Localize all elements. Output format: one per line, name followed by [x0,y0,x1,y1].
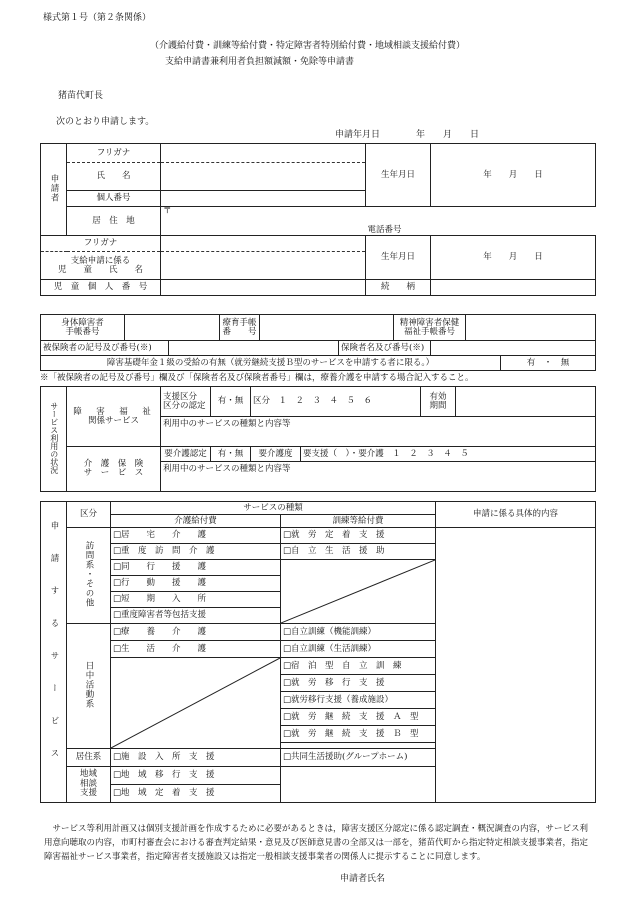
signature-label: 申請者氏名 [340,874,386,884]
training-consult-blank [281,767,436,803]
support-cert-label-line1: 支援区分 [163,391,198,402]
child-mynumber-field[interactable] [161,280,366,296]
welfare-service-label-line2: 関係サービス [87,415,139,426]
care-insurance-label-line2: サ ー ビ ス [83,468,144,478]
child-birth-label: 生年月日 [366,236,431,280]
consent-text: サービス等利用計画又は個別支援計画を作成するために必要があるときは，障害支援区分認定に係る認定調査・概況調査の内容，サービス利用意向聴取の内容，市町村審査会における審査判定結果・意見及び医師意見書の全部又は一部を，猪苗代町から指定特定相談支援事業者，指定障害福祉サービス事業者，指定障害者支援施設又は指定一般相談支援事業者の関係人に提示することに同意します。 [44,824,589,862]
applicant-phone-label: 電話番号 [367,225,402,236]
form-title: 支給申請書兼利用者負担額減額・免除等申請書 [165,57,355,67]
applicant-furigana-label: フリガナ [67,144,161,163]
training-item-2[interactable]: □自立訓練（機能訓練） [281,624,436,641]
intro-text: 次のとおり申請します。 [56,117,155,127]
ryoiku-notebook-field[interactable] [260,315,394,341]
insurer-label: 保険者名及び番号(※) [339,341,431,356]
care-item-2[interactable]: □同 行 援 護 [111,560,281,576]
insured-table [40,340,596,356]
apply-table [40,501,596,803]
applicant-postal: 〒 [161,207,596,222]
child-relation-label: 続 柄 [366,280,431,296]
apply-group-label: 申請するサービス [41,502,67,803]
child-relation-field[interactable] [431,280,596,296]
care-level-label: 要介護度 [251,447,301,462]
form-heading-line1: （介護給付費・訓練等給付費・特定障害者特別給付費・地域相談支援給付費） [150,41,466,51]
mental-notebook-label [394,315,466,341]
care-item-5[interactable]: □重度障害者等包括支援 [111,608,281,624]
child-name-label-line1: 支給申請に係る [70,255,131,266]
service-types-header: サービスの種類 [111,502,436,515]
welfare-service-label-line1: 障 害 福 祉 [73,406,154,417]
care-item-1[interactable]: □重 度 訪 問 介 護 [111,544,281,560]
ryoiku-notebook-label-line2: 番 号 [222,326,257,337]
training-item-7[interactable]: □就 労 継 続 支 援 Ａ 型 [281,709,436,726]
category-visit: 訪問系・その他 [67,528,111,624]
valid-period-field[interactable] [456,387,596,417]
mental-notebook-label-line1: 精神障害者保健 [399,317,460,328]
care-benefit-header: 介護給付費 [111,515,281,528]
care-level-scale[interactable]: 要支援（ ）・要介護 １ ２ ３ ４ ５ [301,447,596,462]
ryoiku-notebook-label-line1: 療育手帳 [222,317,257,328]
training-visit-blank [281,560,436,624]
care-item-9[interactable]: □地 域 移 行 支 援 [111,767,281,785]
support-cert-yesno[interactable]: 有・無 [211,387,251,417]
child-name-label [41,252,161,280]
diagonal-strike [111,658,280,748]
physical-notebook-label [41,315,125,341]
child-name-label-line2: 児 童 氏 名 [57,264,143,275]
care-in-use-field[interactable]: 利用中のサービスの種類と内容等 [161,462,596,492]
care-item-7[interactable]: □生 活 介 護 [111,641,281,658]
applicant-name-field[interactable] [161,163,366,191]
insured-number-field[interactable] [169,341,339,356]
care-cert-label: 要介護認定 [161,447,211,462]
child-furigana-field[interactable] [161,236,366,252]
valid-period-label-line1: 有効 [429,391,447,402]
category-consult: 地域相談支援 [67,767,111,803]
insured-number-label: 被保険者の記号及び番号(※) [41,341,169,356]
care-item-8[interactable]: □施 設 入 所 支 援 [111,749,281,767]
category-day: 日中活動系 [67,624,111,749]
applicant-mynumber-label: 個人番号 [67,191,161,207]
valid-period-label-line2: 期間 [429,400,447,411]
child-birth-value[interactable]: 年 月 日 [431,236,596,280]
diagonal-strike [281,560,435,623]
mental-notebook-label-line2: 福祉手帳番号 [403,326,455,337]
insurer-field[interactable] [431,341,596,356]
usage-table [40,386,596,492]
pension-table [40,355,596,371]
training-item-1[interactable]: □自 立 生 活 援 助 [281,544,436,560]
child-name-field[interactable] [161,252,366,280]
child-furigana-label: フリガナ [41,236,161,252]
child-mynumber-label: 児 童 個 人 番 号 [41,280,161,296]
physical-notebook-field[interactable] [125,315,220,341]
training-item-3[interactable]: □自立訓練（生活訓練） [281,641,436,658]
welfare-service-label [67,387,161,447]
applicant-birth-value[interactable]: 年 月 日 [431,144,596,207]
usage-group-label: サービス利用の状況 [41,387,67,492]
welfare-in-use-field[interactable]: 利用中のサービスの種類と内容等 [161,417,596,447]
pension-value[interactable]: 有 ・ 無 [501,356,596,371]
support-cert-label [161,387,211,417]
support-cert-label-line2: 区分の認定 [163,400,206,411]
valid-period-label [421,387,456,417]
apply-kubun-label: 区分 [67,502,111,528]
pension-label: 障害基礎年金１級の受給の有無（就労継続支援Ｂ型のサービスを申請する者に限る。） [41,356,501,371]
notebook-table [40,314,596,341]
training-item-6[interactable]: □就労移行支援（養成施設） [281,692,436,709]
applicant-birth-label: 生年月日 [366,144,431,207]
care-item-0[interactable]: □居 宅 介 護 [111,528,281,544]
apply-detail-field[interactable] [436,528,596,803]
training-item-0[interactable]: □就 労 定 着 支 援 [281,528,436,544]
care-insurance-label [67,447,161,492]
application-date: 申請年月日 年 月 日 [335,130,480,140]
applicant-address-label: 居 住 地 [67,207,161,236]
ryoiku-notebook-label [220,315,260,341]
care-day-blank [111,658,281,749]
addressee: 猪苗代町長 [58,91,104,101]
physical-notebook-label-line2: 手帳番号 [65,326,100,337]
applicant-table [40,143,596,296]
applicant-address-field[interactable] [161,222,366,236]
insured-note: ※「被保険者の記号及び番号」欄及び「保険者名及び保険者番号」欄は，療養介護を申請する場合記入すること。 [40,373,474,383]
applicant-group-label: 申請者 [41,144,67,236]
training-item-8[interactable]: □就 労 継 続 支 援 Ｂ 型 [281,726,436,743]
care-item-10[interactable]: □地 域 定 着 支 援 [111,785,281,803]
care-item-4[interactable]: □短 期 入 所 [111,592,281,608]
care-cert-yesno[interactable]: 有・無 [211,447,251,462]
applicant-mynumber-field[interactable] [161,191,366,207]
applicant-furigana-field[interactable] [161,144,366,163]
care-item-3[interactable]: □行 動 援 護 [111,576,281,592]
training-item-9[interactable]: □共同生活援助(グループホーム) [281,749,436,767]
form-number: 様式第１号（第２条関係） [43,13,152,23]
training-item-5[interactable]: □就 労 移 行 支 援 [281,675,436,692]
support-kubun-scale[interactable]: 区分 １ ２ ３ ４ ５ ６ [251,387,421,417]
care-insurance-label-line1: 介 護 保 険 [83,459,144,470]
mental-notebook-field[interactable] [466,315,596,341]
physical-notebook-label-line1: 身体障害者 [61,317,104,328]
applicant-name-label: 氏 名 [67,163,161,191]
category-home: 居住系 [67,749,111,767]
care-item-6[interactable]: □療 養 介 護 [111,624,281,641]
training-item-4[interactable]: □宿 泊 型 自 立 訓 練 [281,658,436,675]
apply-detail-header: 申請に係る具体的内容 [436,502,596,528]
training-benefit-header: 訓練等給付費 [281,515,436,528]
